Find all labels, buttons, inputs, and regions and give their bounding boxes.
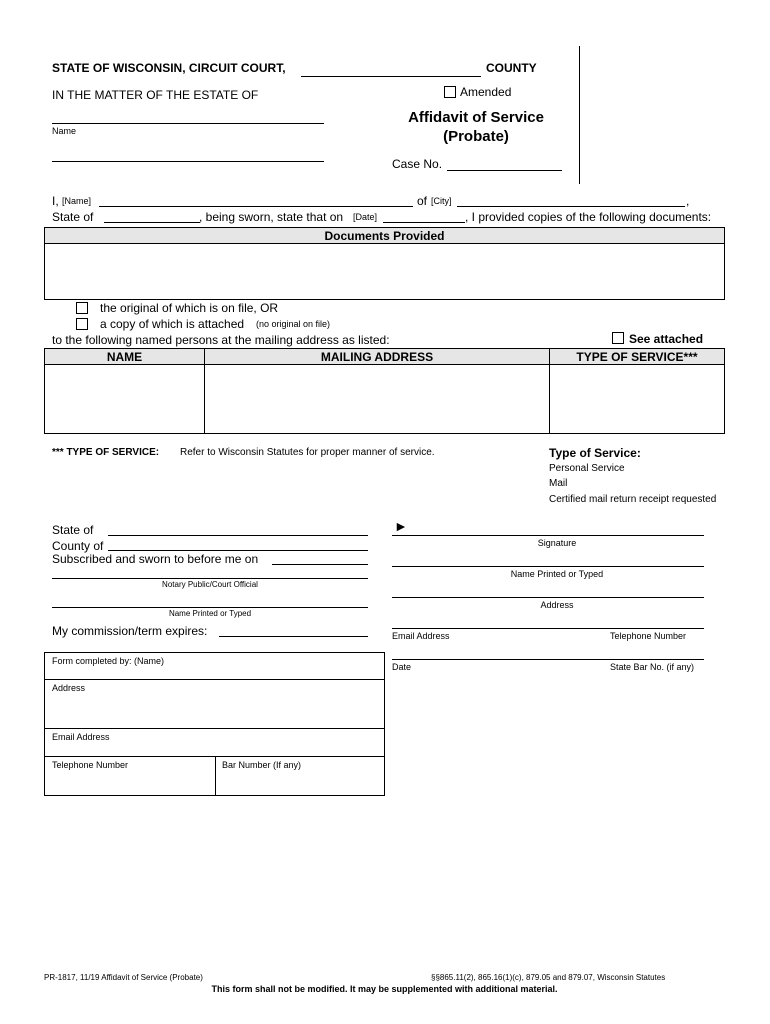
footer-statutes: §§865.11(2), 865.16(1)(c), 879.05 and 879.07, Wisconsin Statutes	[431, 973, 666, 982]
completed-by-name-label[interactable]: Form completed by: (Name)	[52, 656, 165, 666]
completed-by-row-divider-2	[44, 728, 385, 729]
original-option-label: the original of which is on file, OR	[100, 301, 279, 315]
service-name-cell[interactable]	[46, 366, 203, 432]
original-checkbox[interactable]	[76, 302, 88, 314]
completed-by-email-label[interactable]: Email Address	[52, 732, 110, 742]
city-line[interactable]	[457, 206, 685, 207]
service-address-cell[interactable]	[206, 366, 548, 432]
signer-email-phone-line[interactable]	[392, 628, 704, 629]
completed-by-telephone-label[interactable]: Telephone Number	[52, 760, 129, 770]
signer-bar-label: State Bar No. (if any)	[610, 662, 695, 672]
completed-by-bar-label[interactable]: Bar Number (If any)	[222, 760, 302, 770]
form-title-line-2: (Probate)	[443, 128, 509, 145]
signer-email-label: Email Address	[392, 631, 450, 641]
amended-checkbox[interactable]	[444, 86, 456, 98]
signer-address-label: Address	[540, 600, 574, 610]
notary-state-line[interactable]	[108, 535, 368, 536]
signature-label: Signature	[537, 538, 577, 548]
form-title-line-1: Affidavit of Service	[408, 109, 544, 126]
date-line[interactable]	[383, 222, 465, 223]
footer-notice: This form shall not be modified. It may be supplemented with additional material.	[211, 984, 558, 994]
i-label: I,	[52, 194, 59, 208]
amended-label: Amended	[460, 85, 512, 99]
signer-name-line[interactable]	[392, 566, 704, 567]
notary-name-label: Name Printed or Typed	[168, 609, 252, 618]
completed-by-col-divider	[215, 757, 216, 796]
estate-name-line-2[interactable]	[52, 161, 324, 162]
mailing-text: to the following named persons at the mailing address as listed:	[52, 333, 390, 347]
types-title: Type of Service:	[549, 446, 641, 460]
header-divider	[579, 46, 580, 184]
provided-text: , I provided copies of the following documents:	[465, 210, 712, 224]
notary-county-label: County of	[52, 539, 104, 553]
commission-label: My commission/term expires:	[52, 624, 208, 638]
type-certified-mail: Certified mail return receipt requested	[549, 494, 717, 505]
notary-signature-line[interactable]	[52, 578, 368, 579]
form-title	[380, 108, 572, 146]
service-note-bold: *** TYPE OF SERVICE:	[52, 447, 160, 458]
signer-address-line[interactable]	[392, 597, 704, 598]
notary-state-label: State of	[52, 523, 94, 537]
court-label: STATE OF WISCONSIN, CIRCUIT COURT,	[52, 61, 286, 75]
completed-by-row-divider-1	[44, 679, 385, 680]
col-address-header: MAILING ADDRESS	[320, 350, 434, 364]
notary-name-line[interactable]	[52, 607, 368, 608]
sworn-text: , being sworn, state that on	[199, 210, 344, 224]
notary-official-label: Notary Public/Court Official	[162, 580, 258, 589]
signer-name-label: Name Printed or Typed	[510, 569, 604, 579]
comma: ,	[686, 194, 690, 208]
county-label: COUNTY	[486, 61, 537, 75]
name-caption: Name	[52, 126, 77, 136]
city-hint: [City]	[431, 196, 452, 206]
footer-form-id: PR-1817, 11/19 Affidavit of Service (Probate)	[44, 973, 203, 982]
documents-header: Documents Provided	[324, 229, 445, 243]
copy-option-note: (no original on file)	[256, 319, 331, 329]
signature-arrow-icon: ►	[394, 518, 408, 534]
signer-date-label: Date	[392, 662, 412, 672]
county-name-line[interactable]	[301, 76, 481, 77]
signer-telephone-label: Telephone Number	[610, 631, 687, 641]
documents-input-area[interactable]	[46, 245, 723, 298]
state-line[interactable]	[104, 222, 200, 223]
estate-label: IN THE MATTER OF THE ESTATE OF	[52, 88, 259, 102]
see-attached-checkbox[interactable]	[612, 332, 624, 344]
signer-date-bar-line[interactable]	[392, 659, 704, 660]
estate-name-line[interactable]	[52, 123, 324, 124]
service-note-text: Refer to Wisconsin Statutes for proper manner of service.	[180, 447, 435, 458]
case-no-label: Case No.	[392, 157, 443, 171]
date-hint: [Date]	[353, 212, 378, 222]
col-type-header: TYPE OF SERVICE***	[576, 350, 698, 364]
completed-by-address-label[interactable]: Address	[52, 683, 86, 693]
affiant-name-line[interactable]	[99, 206, 413, 207]
type-mail: Mail	[549, 478, 568, 489]
type-personal-service: Personal Service	[549, 463, 625, 474]
see-attached-label: See attached	[629, 332, 704, 346]
col-name-header: NAME	[106, 350, 143, 364]
signature-line[interactable]	[392, 535, 704, 536]
subscribed-label: Subscribed and sworn to before me on	[52, 552, 259, 566]
case-no-line[interactable]	[447, 170, 562, 171]
copy-option-label: a copy of which is attached	[100, 317, 245, 331]
commission-line[interactable]	[219, 636, 368, 637]
name-hint: [Name]	[62, 196, 92, 206]
notary-county-line[interactable]	[108, 550, 368, 551]
state-of-label: State of	[52, 210, 94, 224]
copy-checkbox[interactable]	[76, 318, 88, 330]
service-type-cell[interactable]	[551, 366, 723, 432]
of-label: of	[417, 194, 428, 208]
subscribed-date-line[interactable]	[272, 564, 368, 565]
